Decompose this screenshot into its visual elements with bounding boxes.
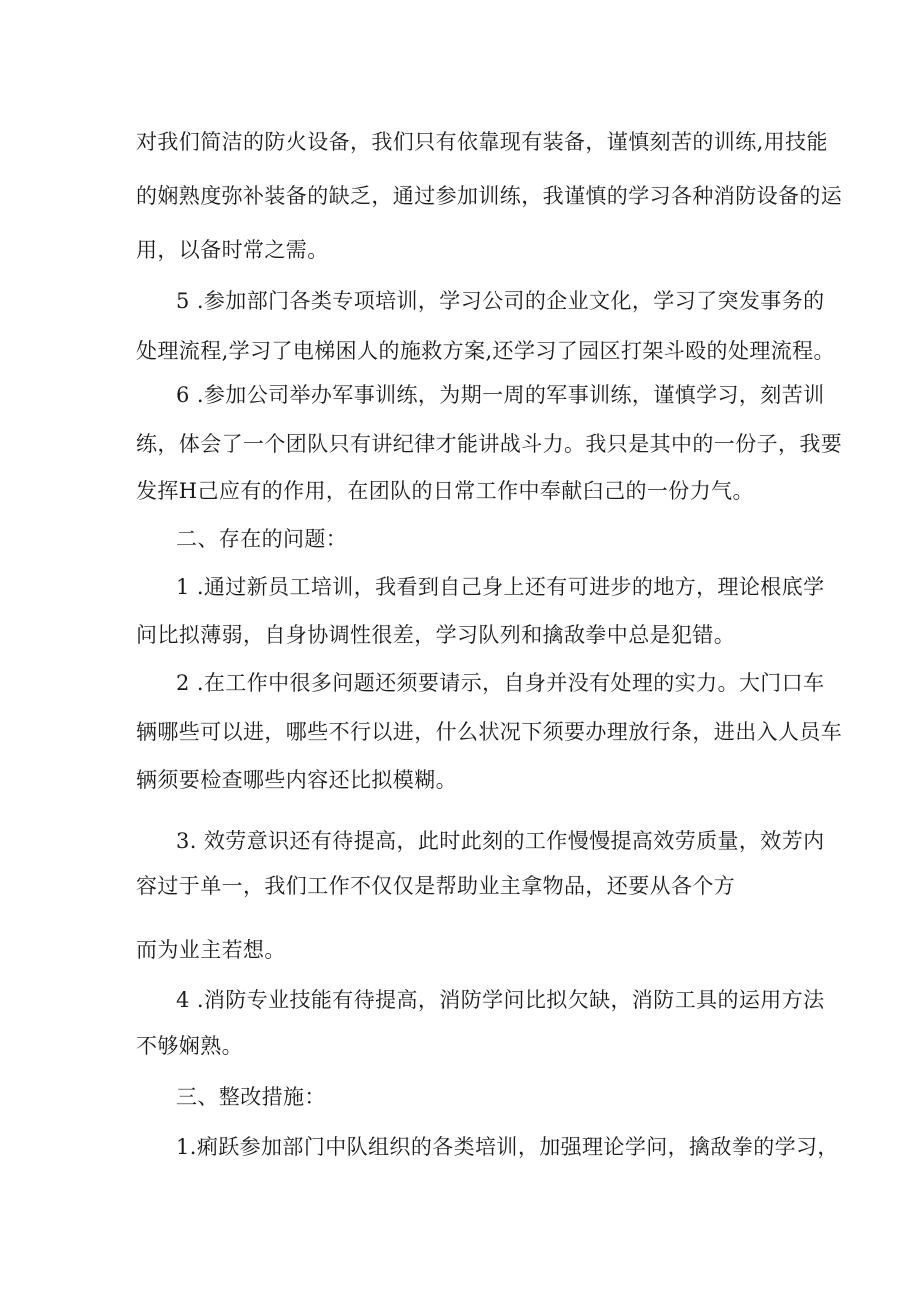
list-item-1-line: 1 .通过新员工培训，我看到自己身上还有可进步的地方，理论根底学: [176, 575, 825, 599]
body-text-line: 而为业主若想。: [136, 938, 286, 962]
body-text-line: 辆哪些可以进，哪些不行以进，什么状况下须要办理放行条，进出入人员车: [136, 720, 843, 744]
body-text-line: 辆须要检查哪些内容还比拟模糊。: [136, 768, 457, 792]
section-heading-measures: 三、整改措施：: [176, 1085, 326, 1109]
list-item-1-line: 1.痢跃参加部门中队组织的各类培训，加强理论学问，擒敌拳的学习，: [176, 1135, 839, 1159]
section-heading-problems: 二、存在的问题：: [176, 527, 348, 551]
body-text-line: 不够娴熟。: [136, 1034, 243, 1058]
list-item-6-line: 6 .参加公司举办军事训练，为期一周的军事训练，谨慎学习，刻苦训: [176, 383, 825, 407]
body-text-line: 处理流程,学习了电梯困人的施救方案,还学习了园区打架斗殴的处理流程。: [136, 339, 835, 363]
list-item-2-line: 2 .在工作中很多问题还须要请示，自身并没有处理的实力。大门口车: [176, 671, 825, 695]
body-text-line: 练，体会了一个团队只有讲纪律才能讲战斗力。我只是其中的一份子，我要: [136, 432, 843, 456]
body-text-line: 对我们简洁的防火设备，我们只有依靠现有装备，谨慎刻苦的训练,用技能: [136, 130, 828, 154]
list-item-4-line: 4 .消防专业技能有待提高，消防学问比拟欠缺，消防工具的运用方法: [176, 988, 825, 1012]
body-text-line: 的娴熟度弥补装备的缺乏，通过参加训练，我谨慎的学习各种消防设备的运: [136, 184, 843, 208]
list-item-5-line: 5 .参加部门各类专项培训，学习公司的企业文化，学习了突发事务的: [176, 289, 825, 313]
body-text-line: 发挥H己应有的作用，在团队的日常工作中奉献臼己的一份力气。: [136, 479, 754, 503]
body-text-line: 问比拟薄弱，自身协调性很差，学习队列和擒敌拳中总是犯错。: [136, 623, 736, 647]
body-text-line: 容过于单一，我们工作不仅仅是帮助业主拿物品，还要从各个方: [136, 874, 736, 898]
list-item-3-line: 3. 效劳意识还有待提高，此时此刻的工作慢慢提高效劳质量，效芳内: [176, 829, 825, 853]
body-text-line: 用，以备时常之需。: [136, 238, 329, 262]
